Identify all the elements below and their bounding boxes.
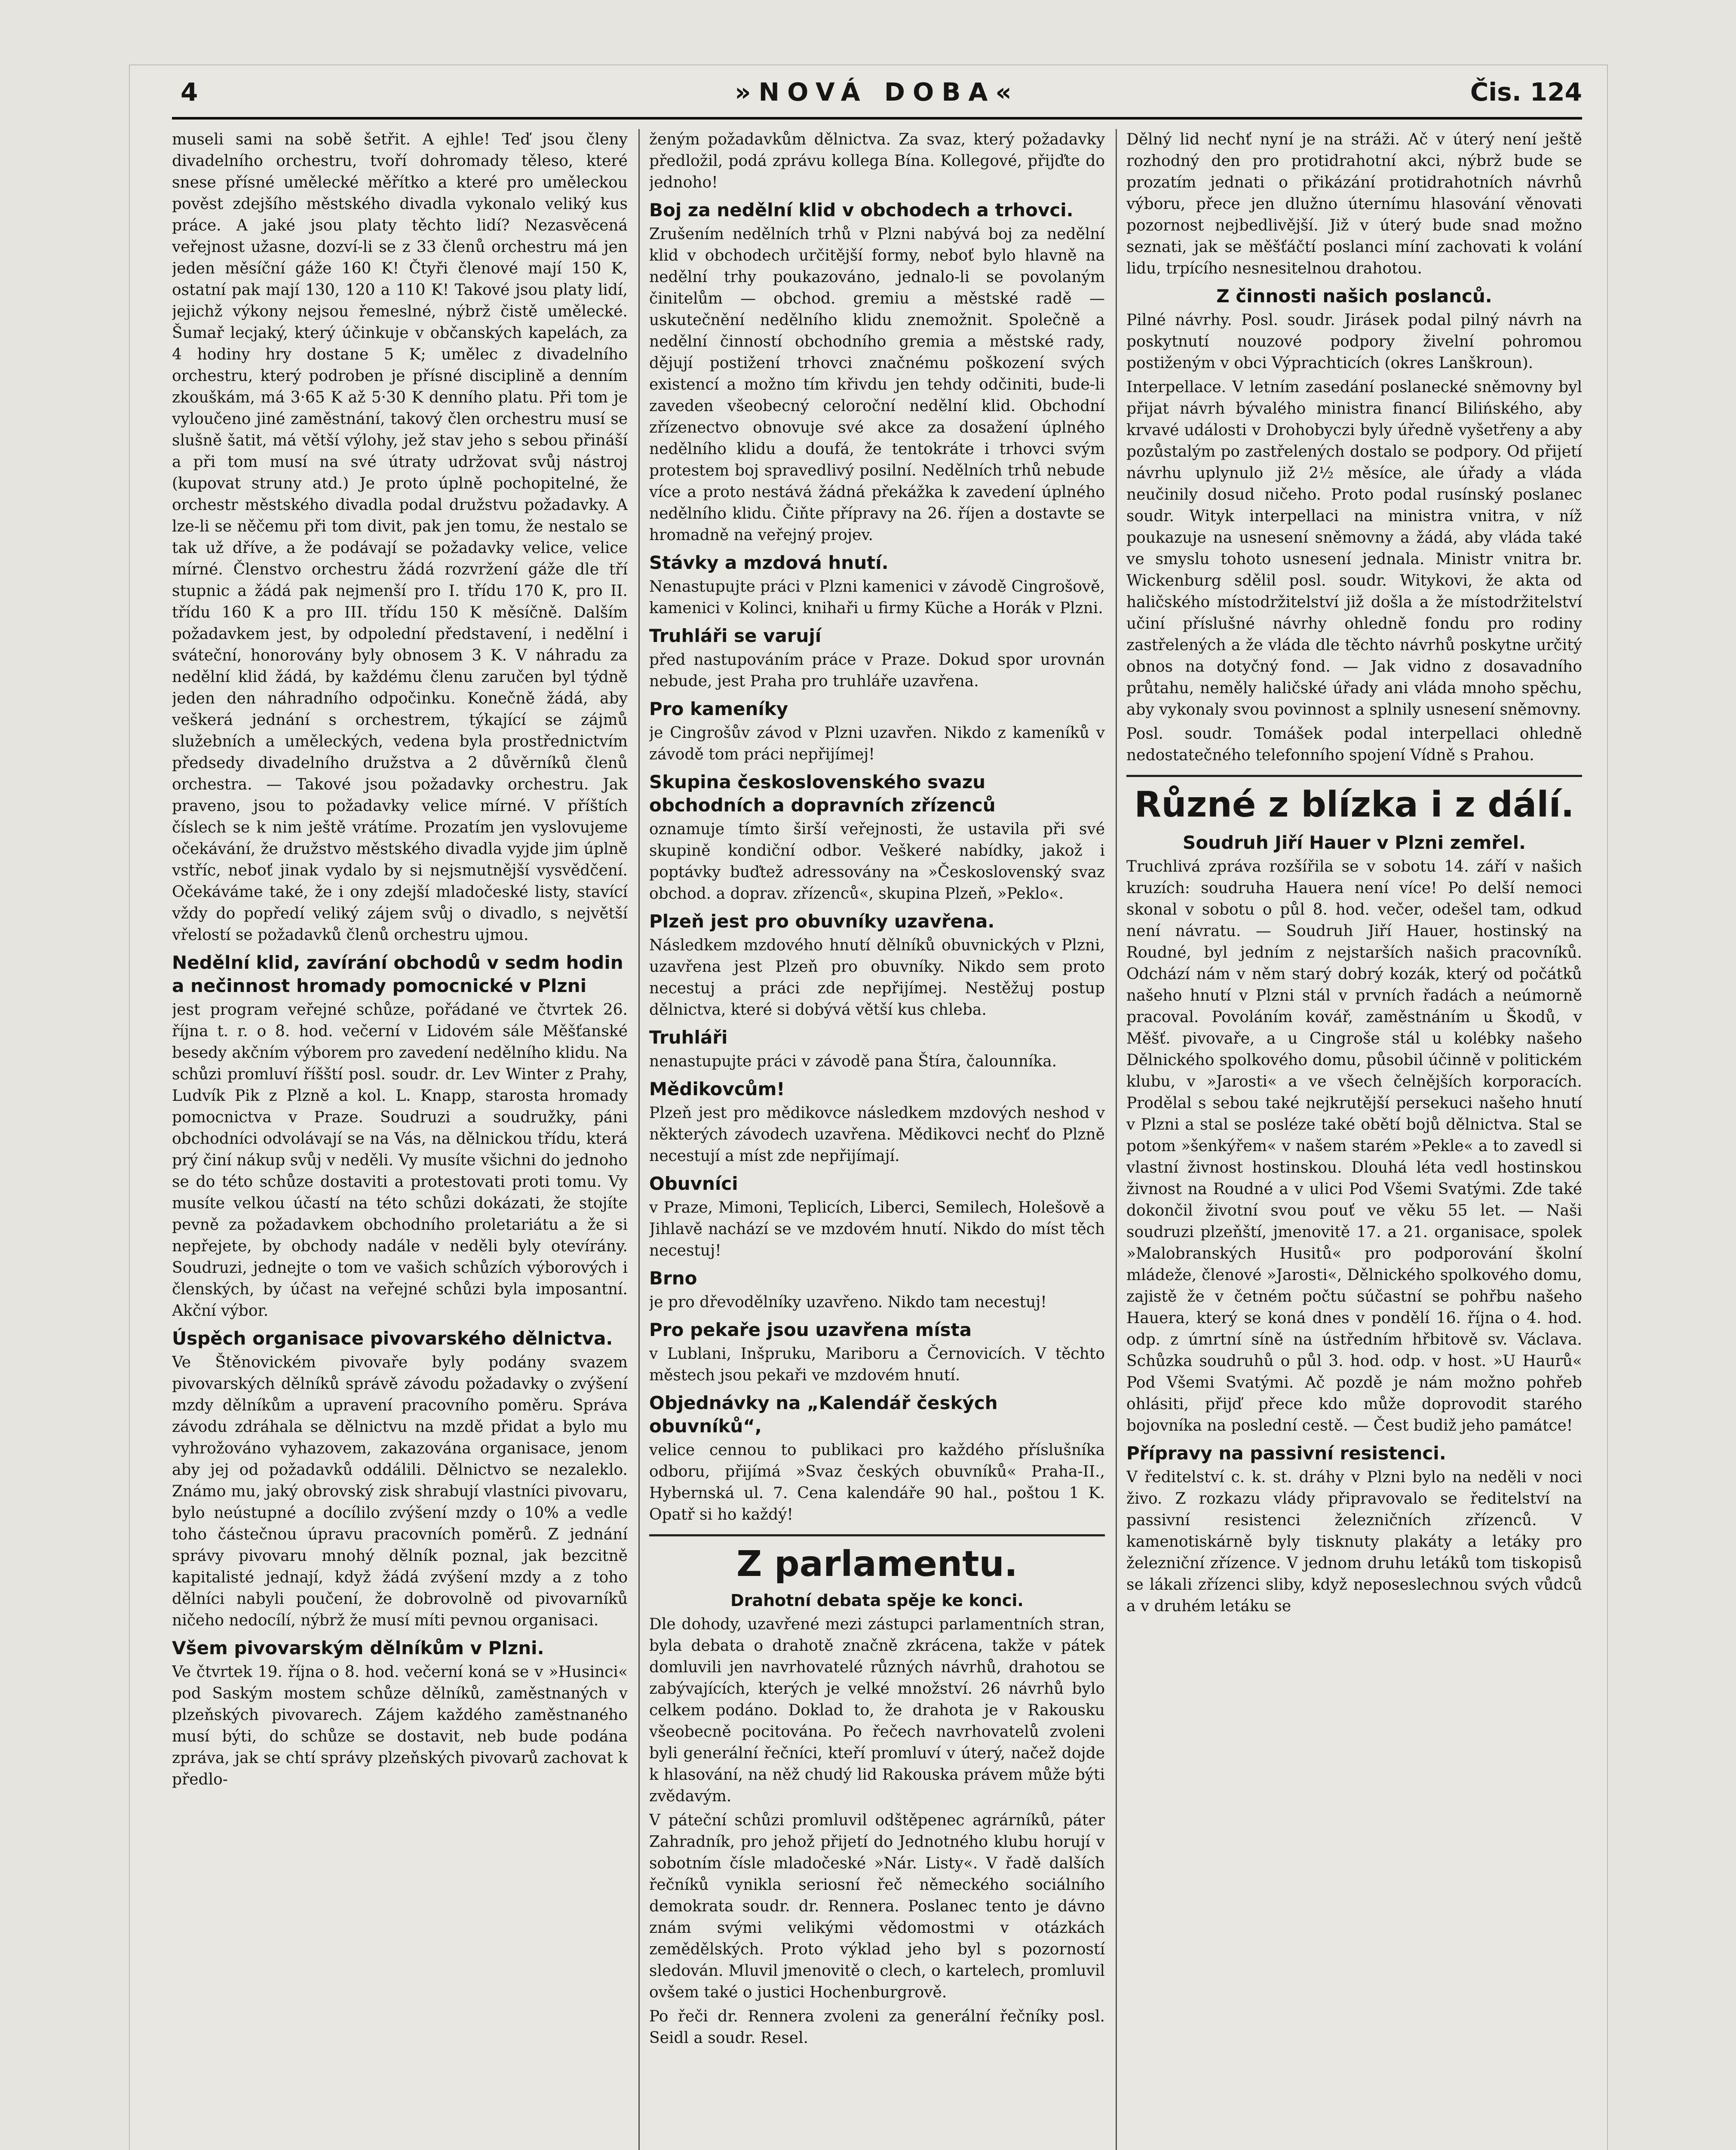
masthead [172,77,1582,120]
article-paragraph: Truchlivá zpráva rozšířila se v sobotu 14. září v našich kruzích: soudruha Hauera není více! Po delší nemoci skonal v sobotu o půl 8. hod. večer, odešel tam, odkud není návratu. — Soudruh Jiří Hauer, hostinský na Roudné, byl jedním z nejstarších našich pracovníků. Odchází nám v něm starý dobrý kozák, který od počátků našeho hnutí v Plzni stál v prvních řadách a neúmorně pracoval. Povoláním kovář, zaměstnáním u Škodů, v Měšť. pivovaře, a u Cingroše stál u kolébky našeho Dělnického spolkového domu, působil účinně v politickém klubu, v »Jarosti« a ve všech čelnějších korporacích. Prodělal s sebou také nejkrutější persekuci našeho hnutí v Plzni a stal se posléze také obětí bojů dělnictva. Stal se potom »šenkýřem« v našem starém »Pekle« a to zavedl si vlastní živnost hostinskou. Dlouhá léta vedl hostinskou živnost na Roudné a v ulici Pod Všemi Svatými. Zde také dokončil životní svou pouť ve věku 55 let. — Naši soudruzi plzeňští, jmenovitě 17. a 21. organisace, spolek »Malobranských Husitů« pro podporování školní mládeže, členové »Jarosti«, Dělnického spolkového domu, zajistě že v četném počtu súčastní se pohřbu našeho Hauera, který se koná dnes v pondělí 16. října o 4. hod. odp. z úmrtní síně na ústředním hřbitově sv. Václava. Schůzka soudruhů o půl 3. hod. odp. v host. »U Haurů« Pod Všemi Svatými. Ač pozdě je nám možno pohřeb ohlásiti, přijď přece kdo může doprovodit starého bojovníka na poslední cestě. — Čest budiž jeho památce! [1126,858,1582,1434]
section-subtitle: Drahotní debata spěje ke konci. [730,1591,1024,1610]
article-paragraph: jest program veřejné schůze, pořádané ve čtvrtek 26. října t. r. o 8. hod. večerní v Lidovém sále Měšťanské besedy akčním výborem pro zavedení nedělního klidu. Na schůzi promluví říšští posl. soudr. dr. Lev Winter z Prahy, Ludvík Pik z Plzně a kol. L. Knapp, starosta hromady pomocnictva v Praze. Soudruzi a soudružky, páni obchodníci odvolávají se na Vás, na dělnickou třídu, která prý činí nákup svůj v neděli. Vy musíte všichni do jednoho se do této schůze dostaviti a protestovati proti tomu. Vy musíte velkou účastí na této schůzi dokázati, že stojíte pevně za požadavkem obchodního proletariátu a že si nepřejete, by obchody nadále v neděli byly otevírány. Soudruzi, jednejte o tom ve vašich schůzích výborových i členských, by účast na veřejné schůzi byla imposantní. Akční výbor. [172,1001,628,1320]
article-heading: Pro kameníky [649,698,788,719]
article-paragraph: oznamuje tímto širší veřejnosti, že ustavila při své skupině kondiční odbor. Veškeré nabídky, jakož i poptávky buďtež adressovány na »Československý svaz obchod. a doprav. zřízenců«, skupina Plzeň, »Peklo«. [649,820,1105,903]
article-paragraph: Dělný lid nechť nyní je na stráži. Ač v úterý není ještě rozhodný den pro protidrahotní akci, nýbrž bude se prozatím jednati o přikázání protidrahotních návrhů výboru, přece jen dlužno úternímu hlasování věnovati pozornost nejbedlivější. Již v úterý bude snad možno seznati, jak se měšťáčtí poslanci míní zachovati k volání lidu, trpícího nesnesitelnou drahotou. [1126,131,1582,277]
article-heading: Boj za nedělní klid v obchodech a trhovci. [649,200,1073,221]
article-paragraph: V ředitelství c. k. st. dráhy v Plzni bylo na neděli v noci živo. Z rozkazu vlády připravovalo se ředitelství na passivní resistenci železničních zřízenců. V kamenotiskárně byly tisknuty plakáty a letáky pro železniční zřízence. V jednom druhu letáků tom tiskopisů se lákali zřízenci sliby, když neposeslechnou svých vůdců a v druhém letáku se [1126,1468,1582,1615]
article-heading: Plzeň jest pro obuvníky uzavřena. [649,911,995,932]
section-title-miscellany: Různé z blízka i z dálí. [1126,775,1582,826]
article-paragraph: museli sami na sobě šetřit. A ejhle! Teď jsou členy divadelního orchestru, tvoří dohromady těleso, které snese přísné umělecké měřítko a které pro uměleckou pověst zdejšího městského divadla vykonalo veliký kus práce. A jaké jsou platy těchto lidí? Nezasvěcená veřejnost užasne, dozví-li se z 33 členů orchestru má jen jeden měsíční gáže 160 K! Čtyři členové mají 150 K, ostatní pak mají 130, 120 a 110 K! Takové jsou platy lidí, jejichž výkony nejsou řemeslné, nýbrž čistě umělecké. Šumař lecjaký, který účinkuje v občanských kapelách, za 4 hodiny hry dostane 5 K; umělec z divadelního orchestru, který podroben je přísné disciplině a denním zkouškám, má 3·65 K až 5·30 K denního platu. Při tom je vyloučeno jiné zaměstnání, takový člen orchestru musí se slušně šatit, má větší výlohy, jež stav jeho s sebou přináší a při tom musí na své útraty udržovat svůj nástroj (kupovat struny atd.) Je proto úplně pochopitelné, že orchestr městského divadla podal družstvu požadavky. A lze-li se něčemu při tom divit, pak jen tomu, že nestalo se tak už dříve, a že podávají se požadavky velice, velice mírné. Členstvo orchestru žádá rozvržení gáže dle tří stupnic a žádá pak nejmenší pro I. třídu 170 K, pro II. třídu 160 K a pro III. třídu 150 K měsíčně. Dalším požadavkem jest, by odpolední představení, i nedělní i sváteční, honorovány byly obnosem 3 K. V náhradu za nedělní klid žádá, by každému členu zaručen byl týdně jeden den náhradního odpočinku. Konečně žádá, aby veškerá jednání s orchestrem, týkající se zájmů služebních a uměleckých, vedena byla prostřednictvím předsedy divadelního družstva a 2 důvěrníků členů orchestra. — Takové jsou požadavky orchestru. Jak praveno, jsou to požadavky velice mírné. V příštích číslech se k nim ještě vrátíme. Prozatím jen vyslovujeme očekávání, že družstvo městského divadla vyjde jim úplně vstříc, neboť jinak vydalo by si nejsmutnější vysvědčení. Očekáváme také, že i ony zdejší mladočeské listy, stavící vždy do popředí veliký zájem svůj o divadlo, s největší vřelostí se požadavků členů orchestru ujmou. [172,131,628,944]
article-paragraph: Po řeči dr. Rennera zvoleni za generální řečníky posl. Seidl a soudr. Resel. [649,2008,1105,2047]
article-paragraph: Interpellace. V letním zasedání poslanecké sněmovny byl přijat návrh bývalého ministra financí Bilińského, aby krvavé události v Drohobyczi byly úředně vyšetřeny a aby pozůstalým po zastřelených dostalo se podpory. Od přijetí návrhu uplynulo již 2½ měsíce, ale úřady a vláda neučinily dosud ničeho. Proto podal rusínský poslanec soudr. Wityk interpellaci na ministra vnitra, v níž poukazuje na usnesení sněmovny a žádá, aby vláda také ve smyslu tohoto usnesení jednala. Ministr vnitra br. Wickenburg sdělil posl. soudr. Witykovi, že akta od haličského místodržitelství již došla a že místodržitelství učiní příslušné návrhy ohledně fondu pro rodiny zastřelených a že vláda dle těchto návrhů poskytne určitý obnos na dotyčný fond. — Jak vidno z dosavadního průtahu, neměly haličské úřady ani vláda mnoho spěchu, aby vykonaly svou povinnost a splnily usnesení sněmovny. [1126,378,1582,719]
article-heading: Objednávky na „Kalendář českých obuvníků“, [649,1392,998,1437]
article-paragraph: v Lublani, Inšpruku, Mariboru a Černovicích. V těchto městech jsou pekaři ve mzdovém hnutí. [649,1345,1105,1384]
article-heading: Brno [649,1268,697,1289]
article-heading: Všem pivovarským dělníkům v Plzni. [172,1637,544,1659]
column-divider [1116,129,1117,2150]
article-paragraph: Zrušením nedělních trhů v Plzni nabývá boj za nedělní klid v obchodech určitější formy, neboť bylo hlavně na nedělní trhy poukazováno, jednalo-li se povolaným činitelům — obchod. gremiu a městské radě — uskutečnění nedělního klidu znemožnit. Společně a nedělní činností obchodního gremia a městské rady, dějují postižení trhovci značnému poškození svých existencí a možno tím křivdu jen tehdy odčiniti, bude-li zaveden všeobecný celoroční nedělní klid. Obchodní zřízenectvo obnovuje své akce za dosažení úplného nedělního klidu a doufá, že tentokráte i trhovci svým protestem boj spravedlivý posilní. Nedělních trhů nebude více a proto nestává žádná překážka k zavedení úplného nedělního klidu. Čiňte přípravy na 26. říjen a dostavte se hromadně na veřejný projev. [649,225,1105,544]
article-paragraph: Dle dohody, uzavřené mezi zástupci parlamentních stran, byla debata o drahotě značně zkrácena, takže v pátek domluvili jen navrhovatelé různých návrhů, drahotou se zabývajících, kterých je velké množství. 26 návrhů bylo celkem podáno. Doklad to, že drahota je v Rakousku všeobecně pocitována. Po řečech navrhovatelů zvoleni byli generální řečníci, kteří promluví v úterý, načež dojde k hlasování, na něž chudý lid Rakouska právem může býti zvědavým. [649,1616,1105,1805]
article-heading: Z činnosti našich poslanců. [1216,286,1492,307]
article-paragraph: Posl. soudr. Tomášek podal interpellaci ohledně nedostatečného telefonního spojení Vídně s Prahou. [1126,725,1582,764]
article-paragraph: před nastupováním práce v Praze. Dokud spor urovnán nebude, jest Praha pro truhláře uzavřena. [649,651,1105,690]
issue-number: Čis. 124 [1470,77,1582,107]
article-heading: Úspěch organisace pivovarského dělnictva. [172,1328,613,1349]
article-paragraph: ženým požadavkům dělnictva. Za svaz, který požadavky předložil, podá zprávu kollega Bína. Kollegové, přijďte do jednoho! [649,131,1105,191]
article-heading: Stávky a mzdová hnutí. [649,552,889,573]
article-heading: Mědikovcům! [649,1078,785,1100]
article-paragraph: V páteční schůzi promluvil odštěpenec agrárníků, páter Zahradník, pro jehož přijetí do Jednotného klubu horují v sobotním čísle mladočeské »Nár. Listy«. V řadě dalších řečníků vynikla seriosní řeč německého sociálního demokrata soudr. dr. Rennera. Poslanec tento je dávno znám svými velikými vědomostmi v otázkách zemědělských. Proto výklad jeho byl s pozorností sledován. Mluvil jmenovitě o clech, o kartelech, promluvil ovšem také o justici Hochenburgrově. [649,1812,1105,2001]
column-divider [638,129,640,2150]
article-heading: Přípravy na passivní resistenci. [1126,1443,1446,1464]
column-3 [1126,129,1582,2150]
article-paragraph: Ve Štěnovickém pivovaře byly podány svazem pivovarských dělníků správě závodu požadavky o zvýšení mzdy dělníkům a upravení pracovního poměru. Správa závodu zdráhala se dělnictvu na mzdě přidat a bylo mu vyhrožováno vyhazovem, zakazována organisace, jenom aby jej od požadavků oddálili. Dělnictvo se nezaleklo. Známo mu, jaký obrovský zisk shrabují vlastníci pivovaru, bylo neústupné a docílilo zvýšení mzdy o 10% a vedle toho částečnou úpravu pracovních poměrů. Z jednání správy pivovaru mnohý dělník poznal, jak bezcitně kapitalisté jednají, když žádá zvýšení mzdy a z toho dělníci nabyli poučení, že dobrovolně od pivovarníků ničeho nedocílí, nýbrž že musí míti pevnou organisaci. [172,1354,628,1629]
article-paragraph: Ve čtvrtek 19. října o 8. hod. večerní koná se v »Husinci« pod Saským mostem schůze dělníků, zaměstnaných v plzeňských pivovarech. Zájem každého zaměstnaného musí býti, do schůze se dostavit, neb bude podána zpráva, jak se chtí správy plzeňských pivovarů zachovat k předlo- [172,1663,628,1788]
newspaper-title: »NOVÁ DOBA« [735,77,1019,107]
article-paragraph: velice cennou to publikaci pro každého příslušníka odboru, přijímá »Svaz českých obuvníků« Praha-II., Hybernská ul. 7. Cena kalendáře 90 hal., poštou 1 K. Opatř si ho každý! [649,1441,1105,1523]
column-2 [649,129,1105,2150]
article-heading: Pro pekaře jsou uzavřena místa [649,1319,972,1340]
section-title-parliament: Z parlamentu. [649,1534,1105,1585]
article-paragraph: je Cingrošův závod v Plzni uzavřen. Nikdo z kameníků v závodě tom práci nepřijímej! [649,724,1105,763]
article-paragraph: Pilné návrhy. Posl. soudr. Jirásek podal pilný návrh na poskytnutí nouzové podpory živelní pohromou postiženým v obci Výprachticích (okres Lanškroun). [1126,311,1582,372]
article-paragraph: Plzeň jest pro mědikovce následkem mzdových neshod v některých závodech uzavřena. Mědikovci nechť do Plzně necestují a míst zde nepřijímají. [649,1104,1105,1165]
article-heading: Nedělní klid, zavírání obchodů v sedm hodin a nečinnost hromady pomocnické v Plzni [172,952,623,996]
article-paragraph: je pro dřevodělníky uzavřeno. Nikdo tam necestuj! [649,1293,1047,1311]
article-columns [172,129,1582,2150]
article-heading: Truhláři se varují [649,625,822,646]
article-heading: Soudruh Jiří Hauer v Plzni zemřel. [1183,832,1526,853]
article-paragraph: Nenastupujte práci v Plzni kamenici v závodě Cingrošově, kamenici v Kolinci, knihaři u firmy Küche a Horák v Plzni. [649,578,1105,617]
article-paragraph: nenastupujte práci v závodě pana Štíra, čalounníka. [649,1053,1057,1070]
article-paragraph: v Praze, Mimoni, Teplicích, Liberci, Semilech, Holešově a Jihlavě nachází se ve mzdovém hnutí. Nikdo do míst těch necestuj! [649,1199,1105,1259]
article-heading: Truhláři [649,1027,728,1048]
newspaper-page [129,64,1608,2150]
article-heading: Obuvníci [649,1173,738,1194]
page-number: 4 [181,77,198,107]
column-1 [172,129,628,2150]
article-heading: Skupina československého svazu obchodních a dopravních zřízenců [649,771,996,816]
article-paragraph: Následkem mzdového hnutí dělníků obuvnických v Plzni, uzavřena jest Plzeň pro obuvníky. Nikdo sem proto necestuj a práci zde nepřijímej. Nestěžuj postup dělnictva, které si dobývá větší kus chleba. [649,937,1105,1019]
